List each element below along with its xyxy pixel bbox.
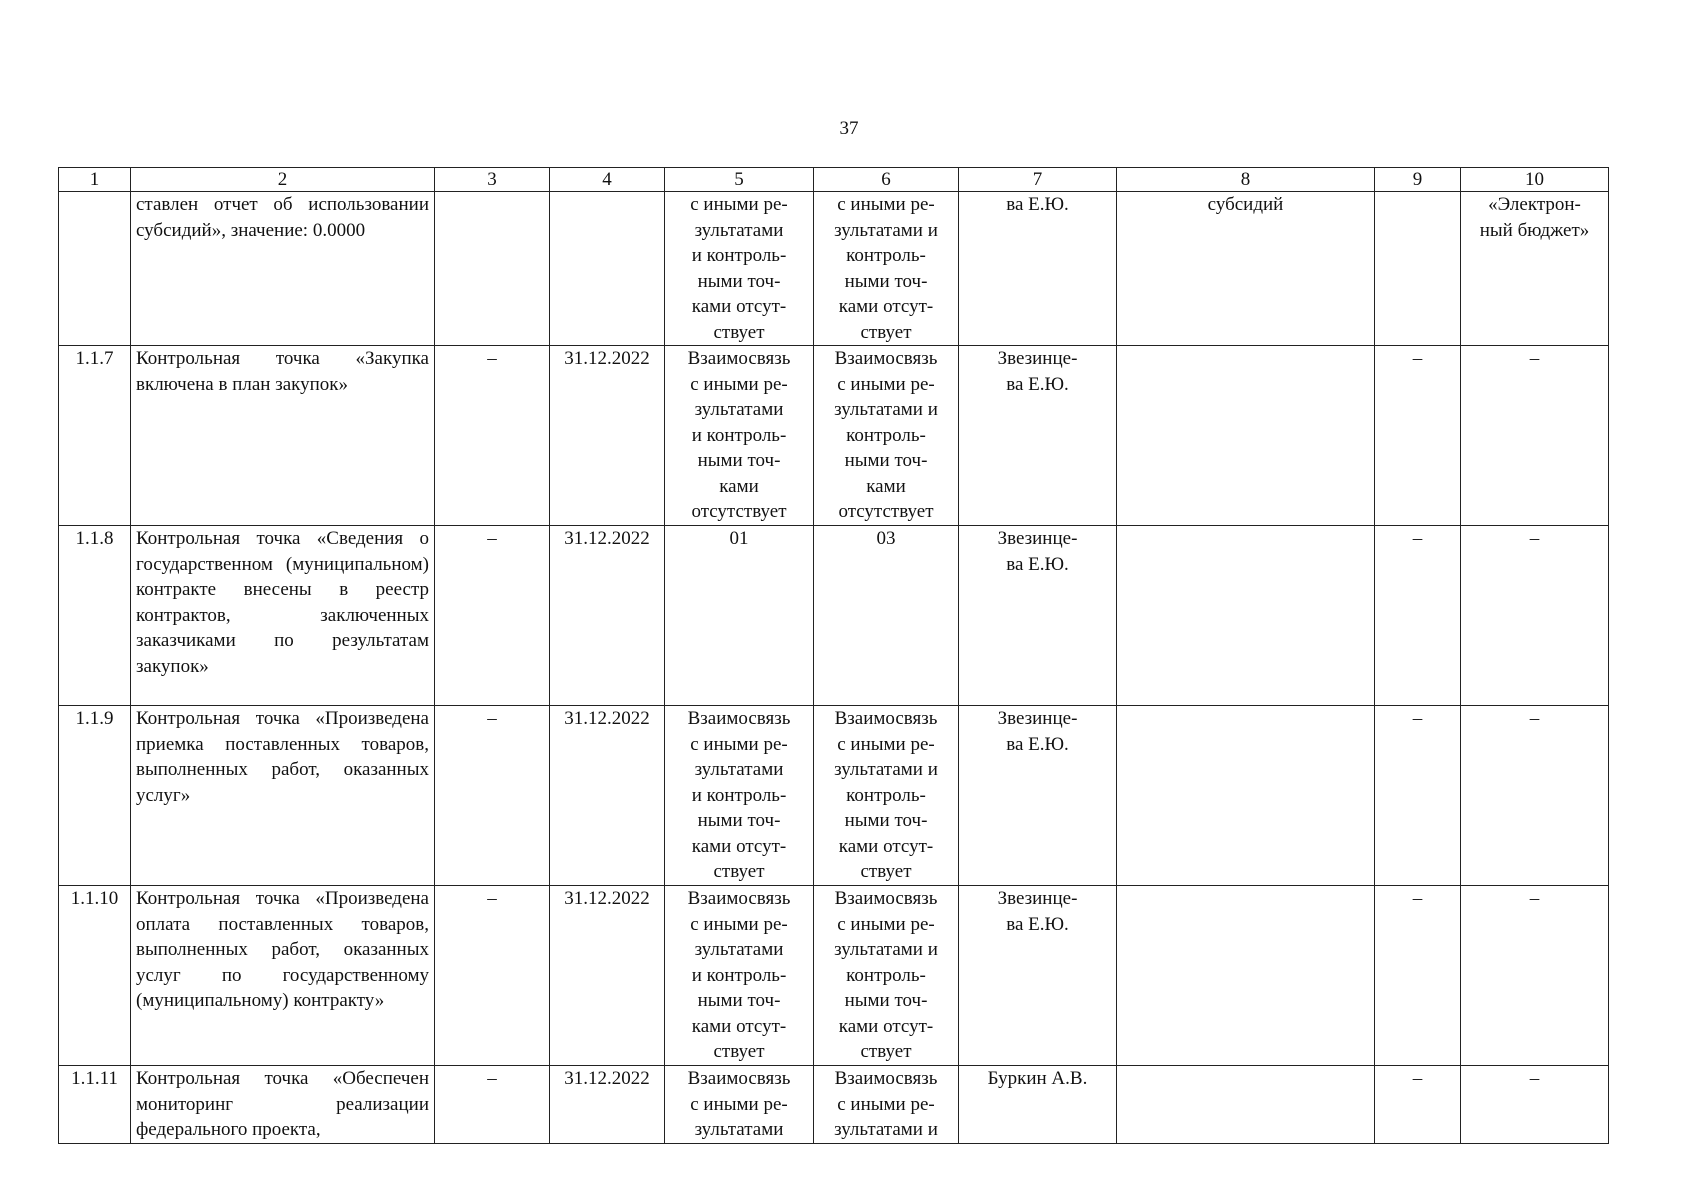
cell-responsible: Буркин А.В. — [959, 1066, 1117, 1144]
cell-col6: с иными ре- зультатами и контроль- ными точ- ками отсут- ствует — [814, 192, 959, 346]
cell-responsible: Звезинце- ва Е.Ю. — [959, 886, 1117, 1066]
table-row — [59, 192, 1609, 346]
cell-col9: – — [1375, 526, 1461, 706]
cell-col9 — [1375, 192, 1461, 346]
column-header: 5 — [665, 168, 814, 192]
column-header: 9 — [1375, 168, 1461, 192]
cell-date: 31.12.2022 — [550, 706, 665, 886]
cell-date: 31.12.2022 — [550, 886, 665, 1066]
row-number: 1.1.9 — [59, 706, 131, 886]
cell-col9: – — [1375, 886, 1461, 1066]
row-title: ставлен отчет об использовании субсидий», значение: 0.0000 — [131, 192, 435, 346]
cell-date: 31.12.2022 — [550, 526, 665, 706]
column-header: 8 — [1117, 168, 1375, 192]
cell-col6: 03 — [814, 526, 959, 706]
row-number — [59, 192, 131, 346]
row-title: Контрольная точка «Произведена оплата поставленных товаров, выполненных работ, оказанных услуг по государственному (муниципальному) контракту» — [131, 886, 435, 1066]
table-row — [59, 1066, 1609, 1144]
cell-responsible: Звезинце- ва Е.Ю. — [959, 526, 1117, 706]
column-header: 1 — [59, 168, 131, 192]
cell-col6: Взаимосвязь с иными ре- зультатами и контроль- ными точ- ками отсут- ствует — [814, 886, 959, 1066]
cell-col5: Взаимосвязь с иными ре- зультатами и контроль- ными точ- ками отсут- ствует — [665, 706, 814, 886]
cell-col3: – — [435, 346, 550, 526]
cell-col8 — [1117, 1066, 1375, 1144]
cell-col10: – — [1461, 346, 1609, 526]
row-number: 1.1.7 — [59, 346, 131, 526]
column-header: 6 — [814, 168, 959, 192]
cell-date: 31.12.2022 — [550, 346, 665, 526]
cell-col10: – — [1461, 886, 1609, 1066]
cell-responsible: Звезинце- ва Е.Ю. — [959, 706, 1117, 886]
cell-col3: – — [435, 1066, 550, 1144]
cell-col8 — [1117, 706, 1375, 886]
row-number: 1.1.10 — [59, 886, 131, 1066]
cell-col3: – — [435, 886, 550, 1066]
cell-col8 — [1117, 526, 1375, 706]
row-title: Контрольная точка «Закупка включена в план закупок» — [131, 346, 435, 526]
cell-col3: – — [435, 526, 550, 706]
cell-col8: субсидий — [1117, 192, 1375, 346]
table-row — [59, 526, 1609, 706]
table-row — [59, 706, 1609, 886]
cell-col6: Взаимосвязь с иными ре- зультатами и — [814, 1066, 959, 1144]
row-number: 1.1.8 — [59, 526, 131, 706]
row-title: Контрольная точка «Произведена приемка поставленных товаров, выполненных работ, оказанных услуг» — [131, 706, 435, 886]
table-row — [59, 346, 1609, 526]
row-number: 1.1.11 — [59, 1066, 131, 1144]
column-header: 4 — [550, 168, 665, 192]
cell-col9: – — [1375, 1066, 1461, 1144]
row-title: Контрольная точка «Сведения о государственном (муниципальном) контракте внесены в реестр контрактов, заключенных заказчиками по результатам закупок» — [131, 526, 435, 706]
cell-responsible: Звезинце- ва Е.Ю. — [959, 346, 1117, 526]
cell-col9: – — [1375, 346, 1461, 526]
cell-col5: Взаимосвязь с иными ре- зультатами и контроль- ными точ- ками отсут- ствует — [665, 886, 814, 1066]
page-number: 37 — [839, 118, 859, 139]
cell-col8 — [1117, 886, 1375, 1066]
cell-col10: – — [1461, 706, 1609, 886]
column-header: 3 — [435, 168, 550, 192]
row-title: Контрольная точка «Обеспечен мониторинг реализации федерального проекта, — [131, 1066, 435, 1144]
column-header: 10 — [1461, 168, 1609, 192]
cell-col9: – — [1375, 706, 1461, 886]
cell-responsible: ва Е.Ю. — [959, 192, 1117, 346]
column-header: 7 — [959, 168, 1117, 192]
cell-col8 — [1117, 346, 1375, 526]
column-number-row — [59, 168, 1609, 192]
cell-col5: Взаимосвязь с иными ре- зультатами — [665, 1066, 814, 1144]
cell-col10: – — [1461, 1066, 1609, 1144]
control-points-table — [58, 167, 1609, 1144]
cell-col10: – — [1461, 526, 1609, 706]
table-row — [59, 886, 1609, 1066]
cell-col3 — [435, 192, 550, 346]
cell-col3: – — [435, 706, 550, 886]
cell-col6: Взаимосвязь с иными ре- зультатами и контроль- ными точ- ками отсутствует — [814, 346, 959, 526]
cell-date: 31.12.2022 — [550, 1066, 665, 1144]
cell-col5: Взаимосвязь с иными ре- зультатами и контроль- ными точ- ками отсутствует — [665, 346, 814, 526]
cell-col5: 01 — [665, 526, 814, 706]
cell-col6: Взаимосвязь с иными ре- зультатами и контроль- ными точ- ками отсут- ствует — [814, 706, 959, 886]
cell-col5: с иными ре- зультатами и контроль- ными точ- ками отсут- ствует — [665, 192, 814, 346]
cell-col10: «Электрон- ный бюджет» — [1461, 192, 1609, 346]
cell-date — [550, 192, 665, 346]
column-header: 2 — [131, 168, 435, 192]
